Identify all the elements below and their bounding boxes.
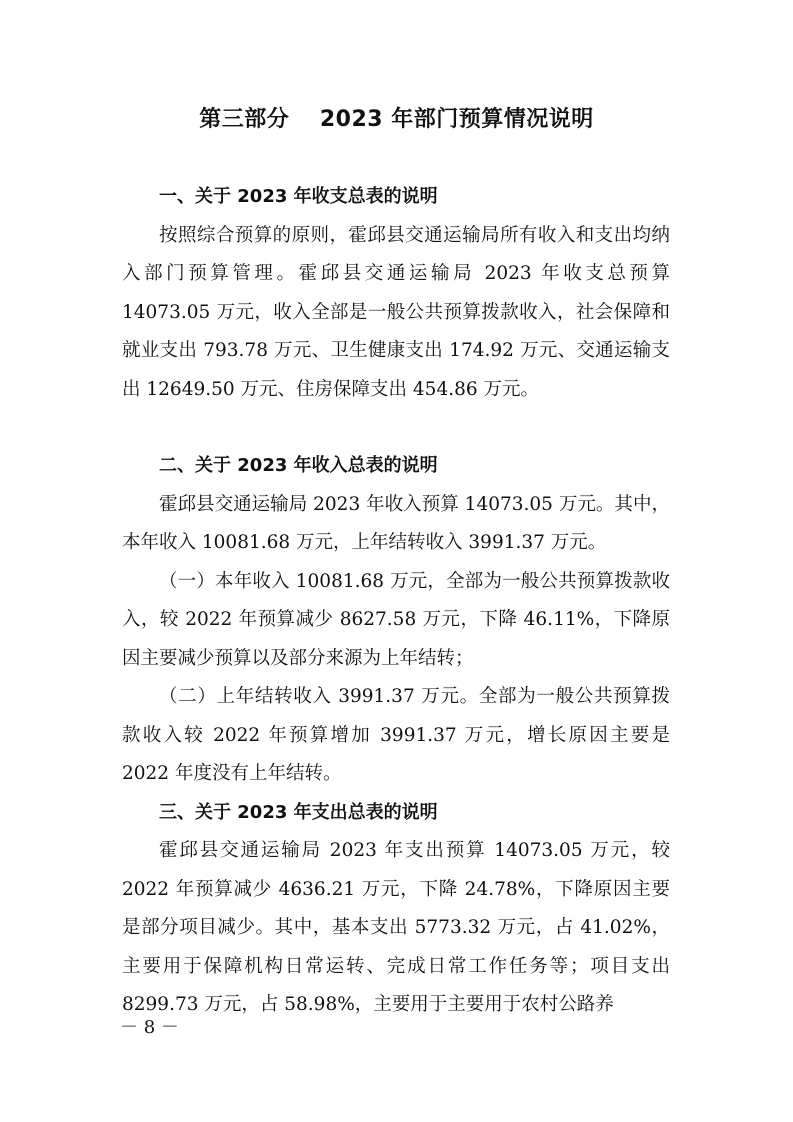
page-title: 第三部分 2023 年部门预算情况说明 — [199, 107, 594, 132]
section-heading-income: 二、关于 2023 年收入总表的说明 — [159, 455, 438, 476]
spacer — [122, 409, 670, 447]
page-number: － 8 － — [120, 1017, 179, 1038]
paragraph: 霍邱县交通运输局 2023 年支出预算 14073.05 万元，较 2022 年预算减少 4636.21 万元，下降 24.78%，下降原因主要是部分项目减少。其中，基本支出 5773.32 万元，占 41.02%，主要用于保障机构日常运转、完成日常工作任务等；项目支出 8299.73 万元，占 58.98%，主要用于主要用于农村公路养 — [122, 840, 670, 1015]
section-heading-expense: 三、关于 2023 年支出总表的说明 — [159, 801, 438, 823]
paragraph: 霍邱县交通运输局 2023 年收入预算 14073.05 万元。其中，本年收入 10081.68 万元，上年结转收入 3991.37 万元。 — [122, 493, 670, 553]
paragraph: （二）上年结转收入 3991.37 万元。全部为一般公共预算拨款收入较 2022 年预算增加 3991.37 万元，增长原因主要是 2022 年度没有上年结转。 — [122, 686, 670, 784]
paragraph: （一）本年收入 10081.68 万元，全部为一般公共预算拨款收入，较 2022 年预算减少 8627.58 万元，下降 46.11%，下降原因主要减少预算以及部分来源为上年结转； — [122, 570, 670, 669]
paragraph: 按照综合预算的原则，霍邱县交通运输局所有收入和支出均纳入部门预算管理。霍邱县交通运输局 2023 年收支总预算 14073.05 万元，收入全部是一般公共预算拨款收入，社会保障和就业支出 793.78 万元、卫生健康支出 174.92 万元、交通运输支出 12649.50 万元、住房保障支出 454.86 万元。 — [122, 224, 670, 400]
document-body — [122, 178, 670, 1025]
section-heading-income-expense: 一、关于 2023 年收支总表的说明 — [159, 186, 438, 207]
